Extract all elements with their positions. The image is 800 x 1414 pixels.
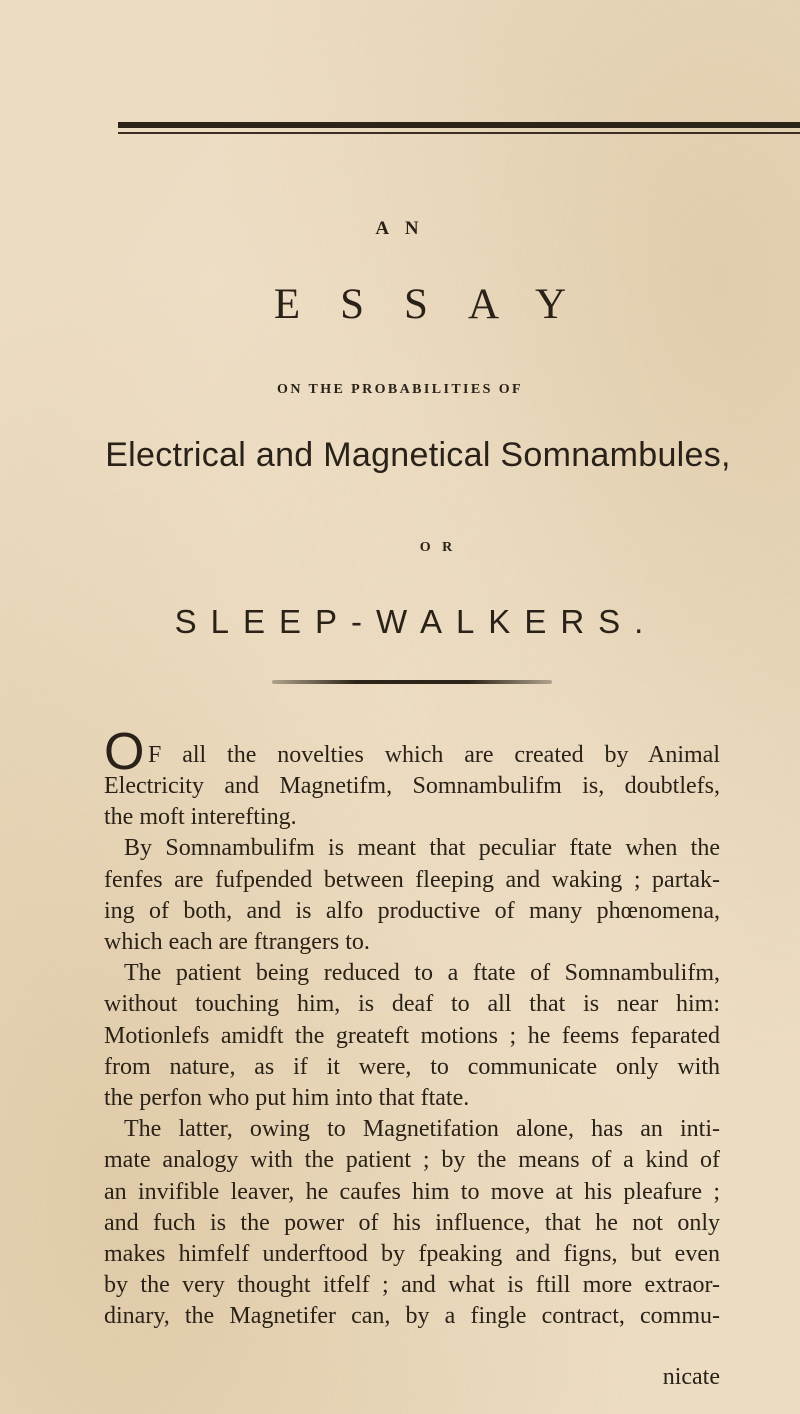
text-line: Electricity and Magnetifm, Somnambulifm is, doubtlefs,	[104, 773, 720, 799]
text-line: The patient being reduced to a ftate of Somnambulifm,	[124, 960, 720, 987]
text-line: which each are ftrangers to.	[104, 929, 370, 956]
text-line: the perfon who put him into that ftate.	[104, 1085, 470, 1112]
text-line: Motionlefs amidft the greateft motions ; he feems feparated	[104, 1022, 720, 1049]
heading-or: O R	[419, 540, 457, 555]
top-thick-rule	[118, 122, 800, 128]
text-line: fenfes are fufpended between fleeping and waking ; partak-	[104, 866, 720, 893]
text-line: and fuch is the power of his influence, that he not only	[104, 1209, 720, 1236]
first-line-text	[148, 740, 720, 771]
section-divider-rule	[272, 680, 552, 684]
heading-essay: ESSAY	[273, 281, 607, 328]
heading-an: A N	[375, 218, 425, 239]
paragraph-1	[104, 771, 720, 833]
top-double-rule	[118, 122, 800, 142]
top-thin-rule	[118, 132, 800, 134]
body-text	[104, 771, 720, 1333]
text-line: F all the novelties which are created by Animal	[148, 742, 720, 768]
heading-main-title: Electrical and Magnetical Somnambules,	[105, 436, 731, 474]
text-line: The latter, owing to Magnetifation alone, has an inti-	[124, 1116, 720, 1143]
drop-cap: O	[104, 723, 145, 781]
text-line: makes himfelf underftood by fpeaking and figns, but even	[104, 1241, 720, 1268]
text-line: dinary, the Magnetifer can, by a fingle contract, commu-	[104, 1303, 720, 1330]
text-line: from nature, as if it were, to communicate only with	[104, 1053, 720, 1080]
heading-on-the-probabilities: ON THE PROBABILITIES OF	[277, 382, 523, 397]
text-line: by the very thought itfelf ; and what is ftill more extraor-	[104, 1272, 720, 1299]
text-line: an invifible leaver, he caufes him to move at his pleafure ;	[104, 1178, 720, 1205]
heading-sleep-walkers: SLEEP-WALKERS.	[174, 603, 658, 640]
text-line: ing of both, and is alfo productive of many phœnomena,	[104, 897, 720, 924]
paragraph-2	[104, 833, 720, 958]
text-line: mate analogy with the patient ; by the means of a kind of	[104, 1147, 720, 1174]
paragraph-4	[104, 1114, 720, 1332]
text-line: without touching him, is deaf to all that is near him:	[104, 991, 720, 1018]
catchword: nicate	[662, 1364, 720, 1390]
text-line: the moft interefting.	[104, 804, 297, 831]
paragraph-3	[104, 958, 720, 1114]
text-line: By Somnambulifm is meant that peculiar ftate when the	[124, 835, 720, 862]
